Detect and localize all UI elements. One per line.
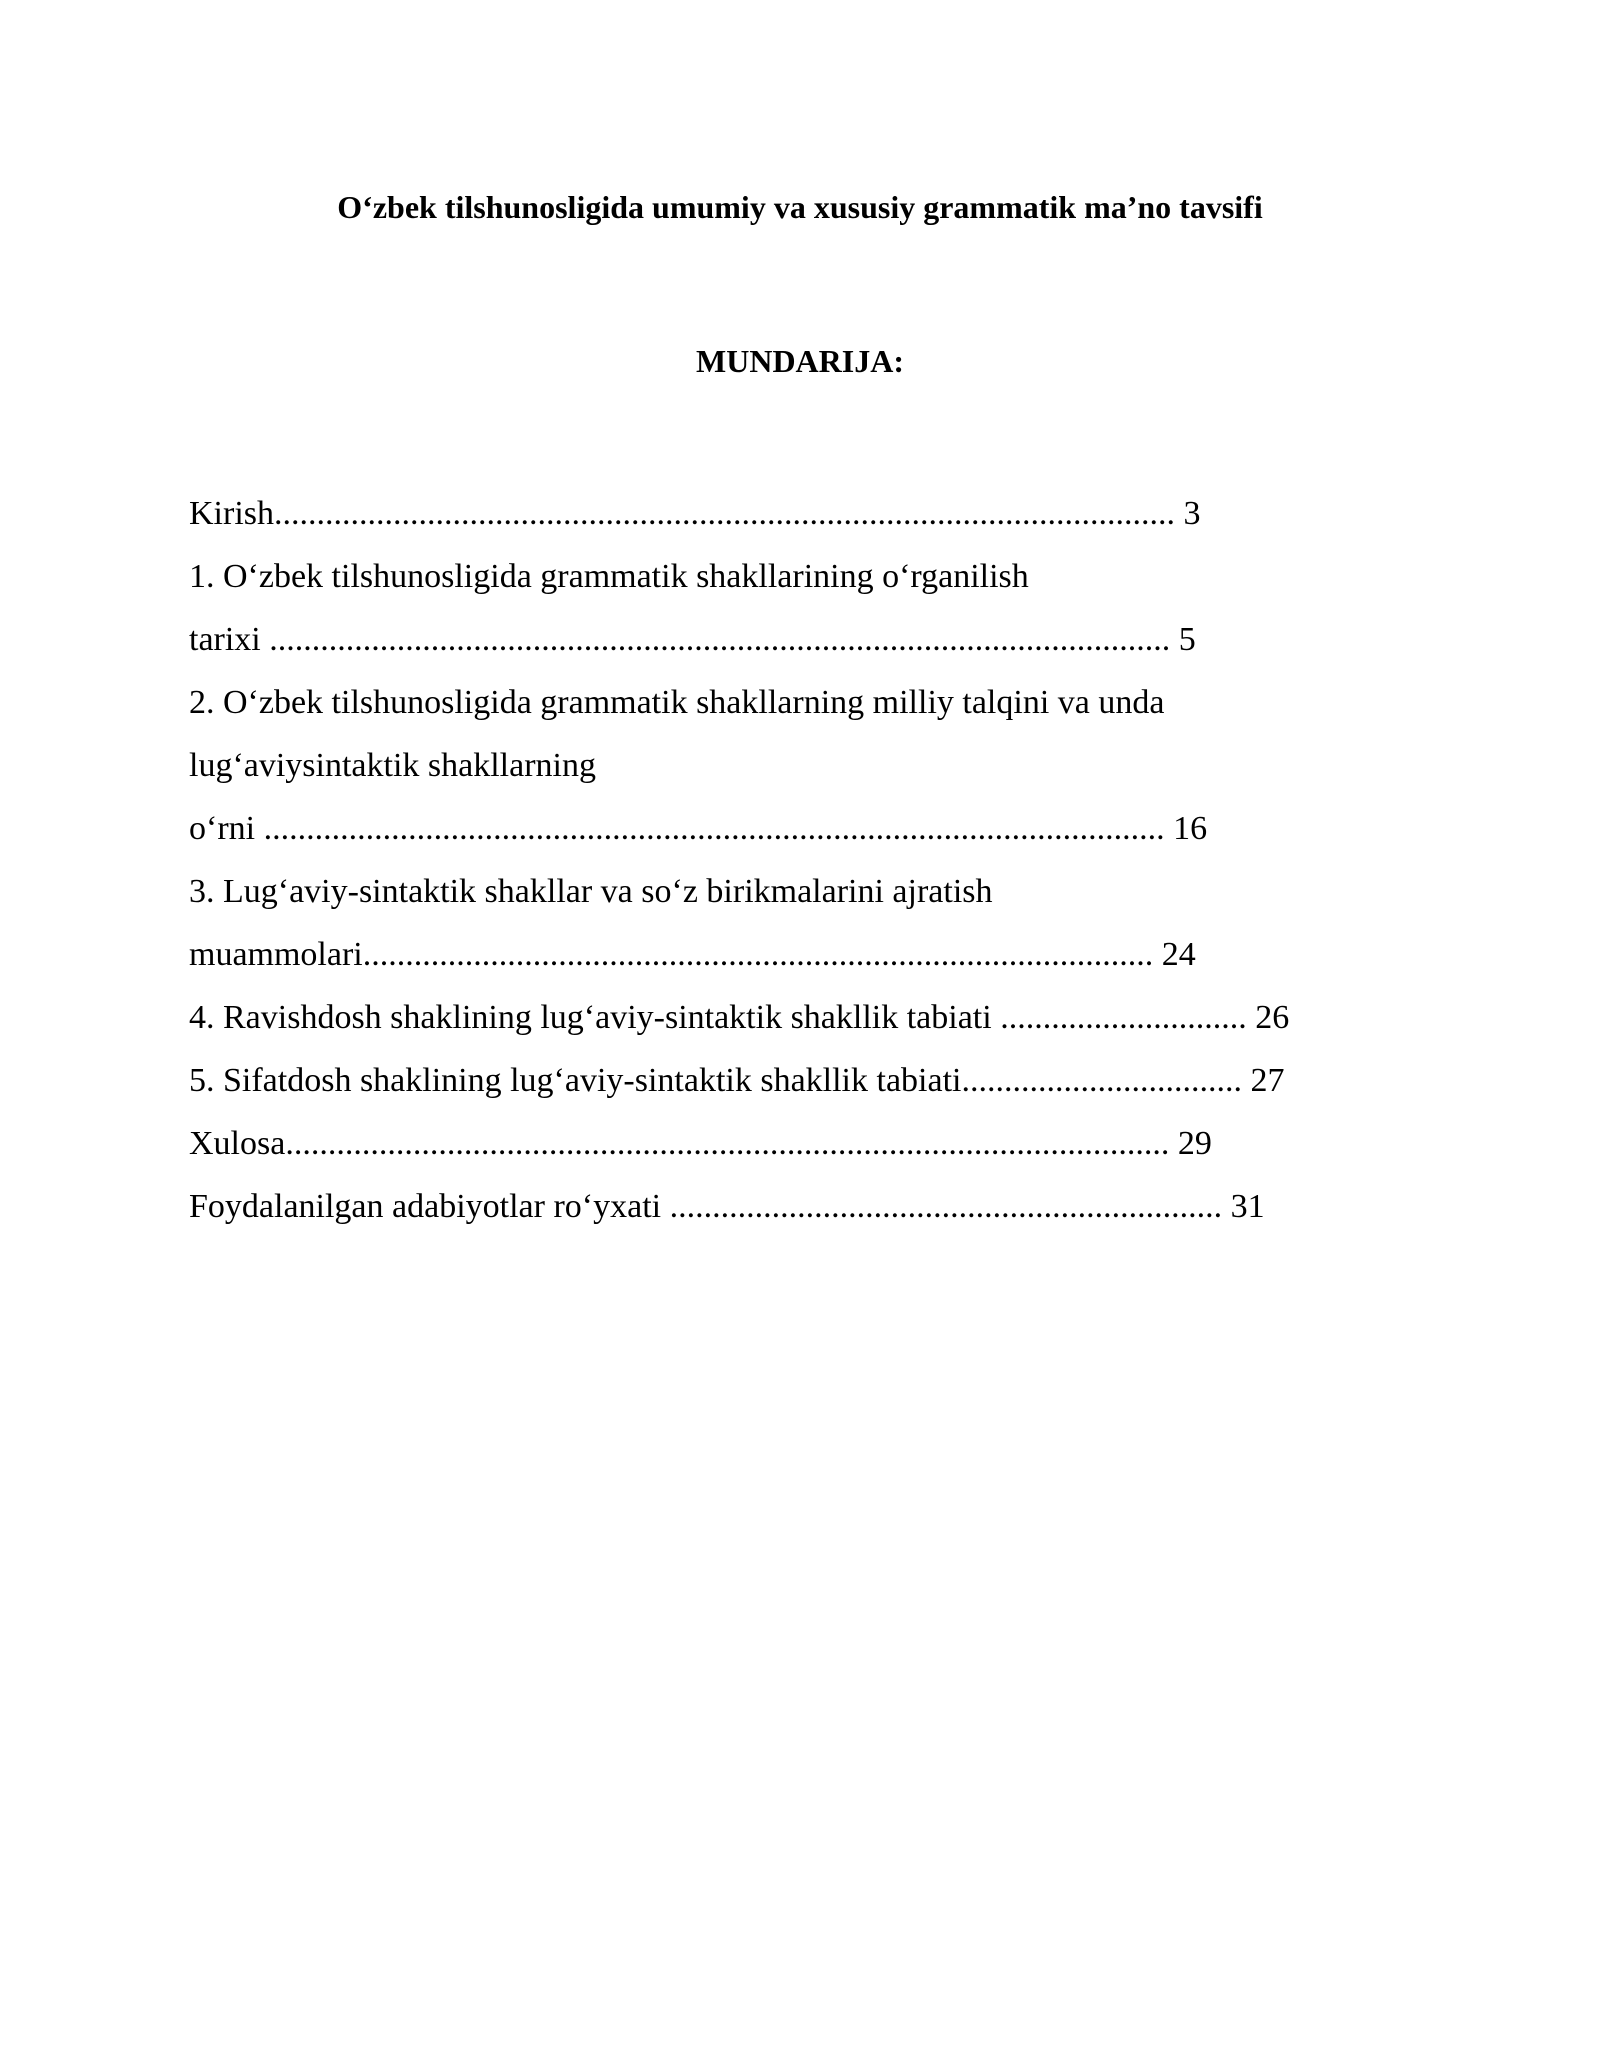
toc-line-5: 5. Sifatdosh shaklining lug‘aviy-sintaktik shakllik tabiati................................. 27 (189, 1062, 1285, 1099)
toc-line-3b: muammolari............................................................................................. 24 (189, 936, 1196, 973)
toc-line-1b: tarixi .......................................................................................................... 5 (189, 621, 1196, 658)
toc-line-xulosa: Xulosa........................................................................................................ 29 (189, 1125, 1212, 1162)
toc-line-2a: 2. O‘zbek tilshunosligida grammatik shakllarning milliy talqini va unda (189, 684, 1165, 721)
toc-line-2b: lug‘aviysintaktik shakllarning (189, 747, 596, 784)
toc-heading: MUNDARIJA: (696, 343, 904, 379)
toc-line-2c: o‘rni .......................................................................................................... 16 (189, 810, 1208, 847)
toc-line-3a: 3. Lug‘aviy-sintaktik shakllar va so‘z birikmalarini ajratish (189, 873, 993, 910)
document-title: O‘zbek tilshunosligida umumiy va xususiy grammatik ma’no tavsifi (337, 189, 1263, 225)
toc-line-kirish: Kirish.......................................................................................................... 3 (189, 495, 1201, 532)
toc-line-4: 4. Ravishdosh shaklining lug‘aviy-sintaktik shakllik tabiati ............................. 26 (189, 999, 1290, 1036)
toc-line-adabiyotlar: Foydalanilgan adabiyotlar ro‘yxati ................................................................. 31 (189, 1188, 1265, 1225)
toc-line-1a: 1. O‘zbek tilshunosligida grammatik shakllarining o‘rganilish (189, 558, 1029, 595)
